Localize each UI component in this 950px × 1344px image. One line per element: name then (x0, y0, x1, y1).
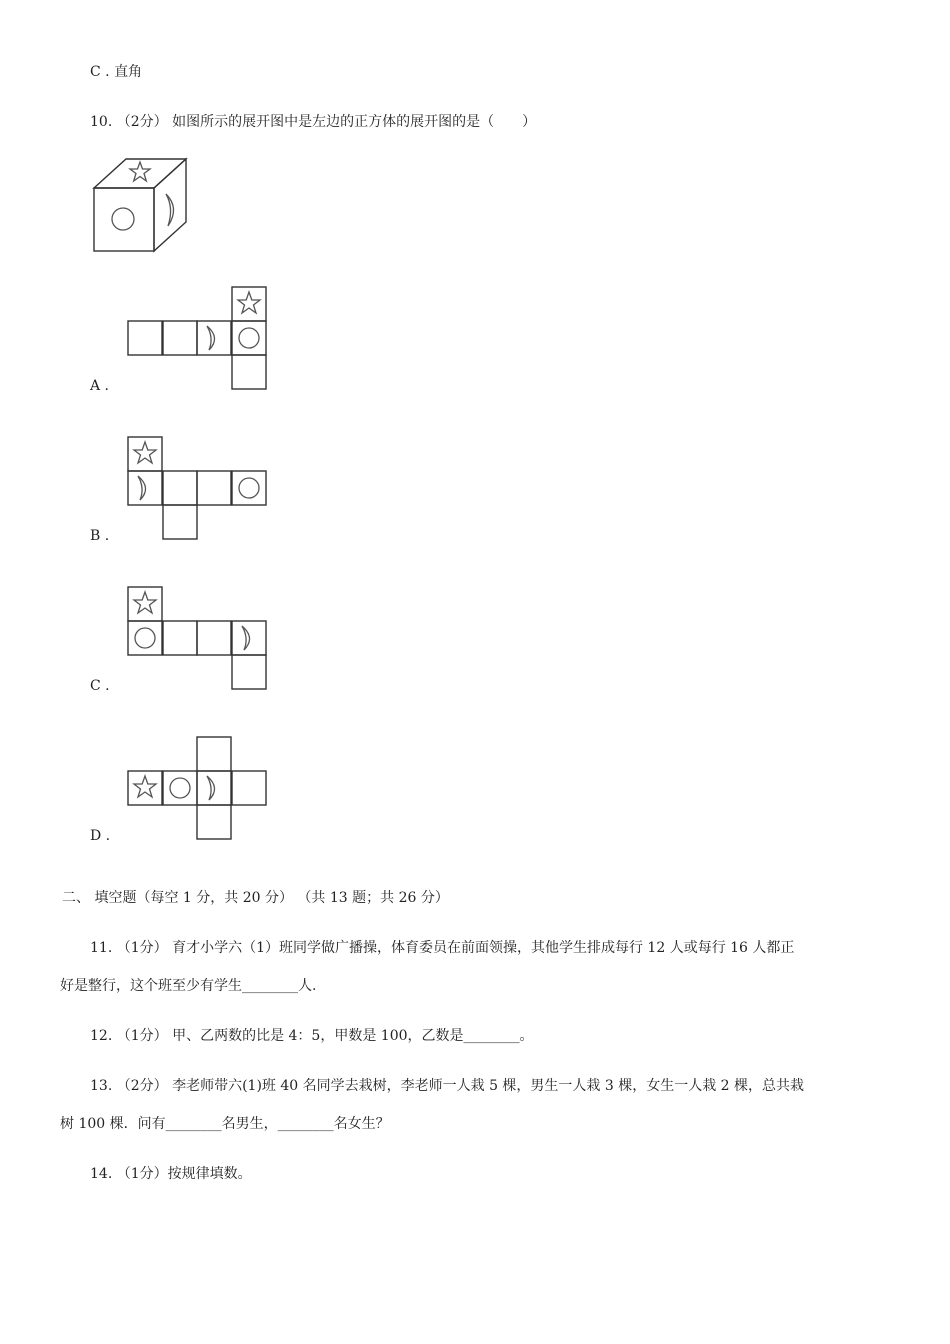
net-figure-d (120, 734, 272, 844)
net-figure-a (120, 284, 272, 394)
option-c-label[interactable]: C . (90, 678, 110, 694)
circle-icon (239, 328, 259, 348)
cube-figure (88, 156, 192, 256)
star-icon (134, 592, 156, 613)
moon-icon (242, 626, 250, 650)
circle-icon (135, 628, 155, 648)
net-figure-b (120, 434, 272, 544)
moon-icon (207, 326, 215, 350)
star-icon (238, 292, 260, 313)
prev-option-c: C . 直角 (90, 64, 143, 80)
question-14-text: 14. （1分）按规律填数。 (90, 1166, 252, 1182)
moon-icon (207, 776, 215, 800)
moon-icon (138, 476, 146, 500)
question-11-line-2: 好是整行，这个班至少有学生________人. (60, 978, 317, 994)
net-figure-c (120, 584, 272, 694)
option-a-label[interactable]: A . (90, 378, 110, 394)
moon-icon (166, 194, 174, 226)
circle-icon (170, 778, 190, 798)
question-13-line-2: 树 100 棵．问有________名男生，________名女生？ (60, 1116, 390, 1132)
star-icon (134, 442, 156, 463)
star-icon (130, 162, 150, 181)
option-b-label[interactable]: B . (90, 528, 110, 544)
question-10-text: 10. （2分） 如图所示的展开图中是左边的正方体的展开图的是（ ） (90, 114, 537, 130)
star-icon (134, 776, 156, 797)
option-d-label[interactable]: D . (90, 828, 111, 844)
question-13-line-1: 13. （2分） 李老师带六(1)班 40 名同学去栽树，李老师一人栽 5 棵，男生一人栽 3 棵，女生一人栽 2 棵，总共栽 (90, 1078, 805, 1094)
circle-icon (112, 208, 134, 230)
question-11-line-1: 11. （1分） 育才小学六（1）班同学做广播操，体育委员在前面领操，其他学生排成每行 12 人或每行 16 人都正 (90, 940, 795, 956)
question-12-text: 12. （1分） 甲、乙两数的比是 4：5，甲数是 100，乙数是________。 (90, 1028, 534, 1044)
section-2-title: 二、 填空题（每空 1 分，共 20 分） （共 13 题；共 26 分） (62, 890, 449, 906)
circle-icon (239, 478, 259, 498)
